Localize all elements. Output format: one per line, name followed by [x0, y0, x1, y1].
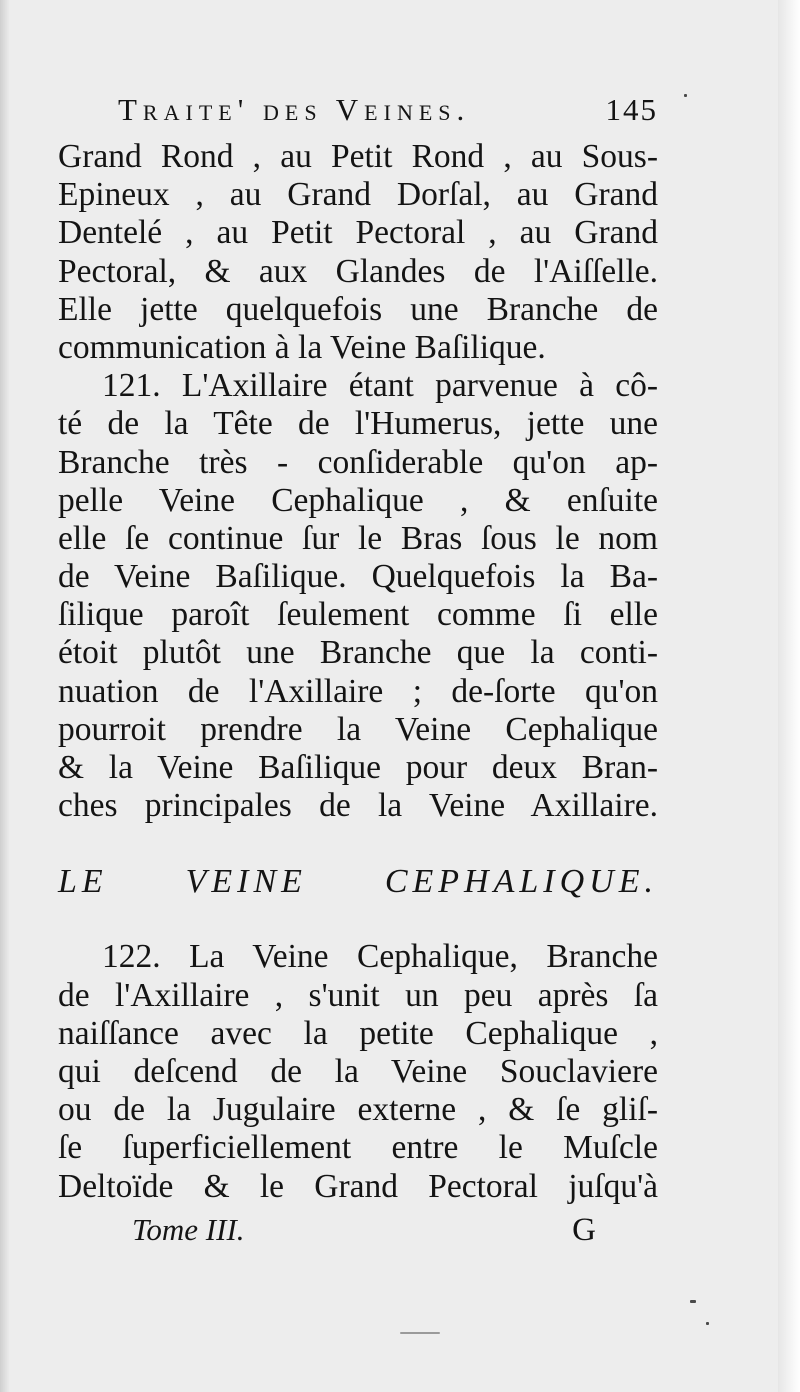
- ink-speck: [400, 1332, 440, 1334]
- page-edge: [778, 0, 800, 1392]
- paragraph-121: [58, 367, 658, 825]
- text-line: de l'Axillaire , s'unit un peu après ſa: [58, 976, 658, 1014]
- text-line: 121. L'Axillaire étant parvenue à cô-: [102, 367, 658, 405]
- paragraph-continued: [58, 138, 658, 367]
- text-line: ſilique paroît ſeulement comme ſi elle: [58, 596, 658, 634]
- text-line: nuation de l'Axillaire ; de-ſorte qu'on: [58, 672, 658, 710]
- text-line: Branche très - conſiderable qu'on ap-: [58, 443, 658, 481]
- ink-speck: [690, 1300, 696, 1303]
- text-line: ou de la Jugulaire externe , & ſe gliſ-: [58, 1091, 658, 1129]
- text-line: naiſſance avec la petite Cephalique ,: [58, 1014, 658, 1052]
- page-number: 145: [605, 92, 658, 127]
- text-line: ſe ſuperficiellement entre le Muſcle: [58, 1129, 658, 1167]
- section-spacer: [58, 902, 658, 938]
- text-line: té de la Tête de l'Humerus, jette une: [58, 405, 658, 443]
- signature-mark: G: [572, 1211, 596, 1248]
- ink-speck: [706, 1322, 709, 1325]
- text-line: & la Veine Baſilique pour deux Bran-: [58, 749, 658, 786]
- text-line: Pectoral, & aux Glandes de l'Aiſſelle.: [58, 252, 658, 290]
- page-text-block: [58, 92, 658, 1252]
- text-line: ches principales de la Veine Axillaire.: [58, 787, 658, 825]
- page-gutter-shadow: [0, 0, 10, 1392]
- section-spacer: [58, 825, 658, 862]
- page-footer: [58, 1212, 658, 1252]
- text-line: Elle jette quelquefois une Branche de: [58, 290, 658, 328]
- text-line: de Veine Baſilique. Quelquefois la Ba-: [58, 558, 658, 596]
- running-head: [58, 92, 658, 138]
- text-line: pourroit prendre la Veine Cephalique: [58, 710, 658, 748]
- text-line: communication à la Veine Baſilique.: [58, 328, 546, 366]
- text-line: Epineux , au Grand Dorſal, au Grand: [58, 176, 658, 214]
- volume-label: Tome III.: [132, 1211, 245, 1247]
- text-line: pelle Veine Cephalique , & enſuite: [58, 481, 658, 519]
- text-line: Dentelé , au Petit Pectoral , au Grand: [58, 214, 658, 252]
- ink-speck: [684, 94, 687, 97]
- text-line: étoit plutôt une Branche que la conti-: [58, 634, 658, 672]
- text-line: 122. La Veine Cephalique, Branche: [102, 938, 658, 976]
- section-heading: LE VEINE CEPHALIQUE.: [58, 863, 658, 901]
- running-title: Traite' des Veines.: [118, 92, 471, 127]
- text-line: elle ſe continue ſur le Bras ſous le nom: [58, 519, 658, 557]
- paragraph-122: [58, 938, 658, 1205]
- text-line: qui deſcend de la Veine Souclaviere: [58, 1052, 658, 1090]
- text-line: Deltoïde & le Grand Pectoral juſqu'à: [58, 1167, 658, 1205]
- text-line: Grand Rond , au Petit Rond , au Sous-: [58, 138, 658, 175]
